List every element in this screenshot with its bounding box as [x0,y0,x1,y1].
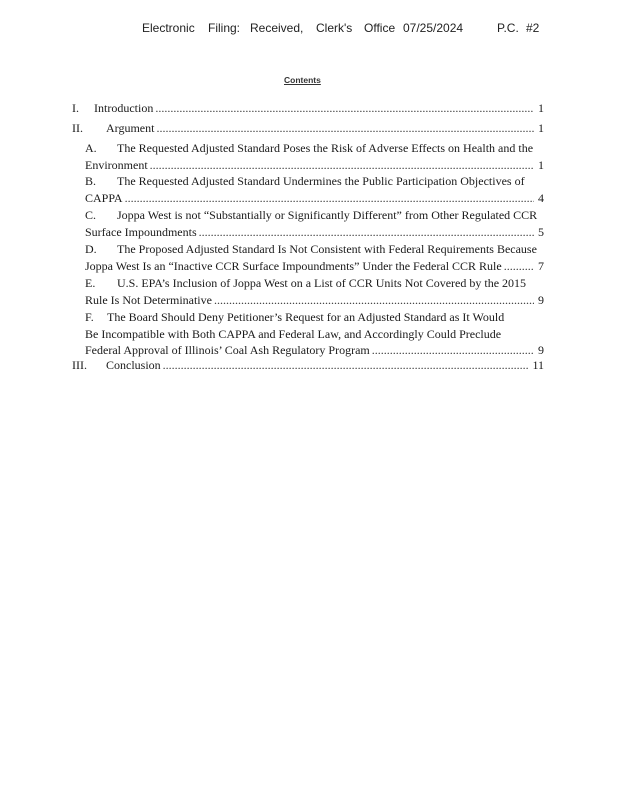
toc-leader-dots [163,357,529,374]
toc-entry-c[interactable] [85,207,544,240]
toc-leader-dots [214,292,534,309]
toc-entry-number: II. [72,121,83,135]
toc-page-number: 9 [538,292,544,307]
filing-stamp-clerks: Clerk's [316,21,353,35]
toc-entry-f[interactable] [85,309,544,359]
toc-entry-title-line: Be Incompatible with Both CAPPA and Federal Law, and Accordingly Could Preclude [85,326,502,341]
toc-entry-number: I. [72,101,79,115]
toc-entry-title-line: The Requested Adjusted Standard Poses the Risk of Adverse Effects on Health and the [117,141,534,155]
filing-stamp-received: Received, [250,21,304,35]
toc-entry-d[interactable] [85,241,544,274]
contents-heading: Contents [284,75,321,85]
toc-entry-argument[interactable] [72,120,544,137]
toc-page-number: 11 [532,358,544,372]
filing-stamp-date: 07/25/2024 [403,21,464,35]
toc-page-number: 7 [538,258,544,273]
toc-entry-title-line: Rule Is Not Determinative [85,292,212,307]
toc-page-number: 1 [538,157,544,172]
toc-entry-title-line: Federal Approval of Illinois’ Coal Ash Regulatory Program [85,343,370,357]
toc-entry-number: B. [85,174,97,188]
toc-entry-title: Introduction [94,101,154,115]
toc-entry-title-line: CAPPA [85,190,123,205]
toc-page-number: 9 [538,343,544,357]
toc-entry-number: D. [85,242,97,256]
toc-entry-title: Conclusion [106,358,161,372]
toc-entry-title: Argument [106,121,155,135]
toc-entry-title-line: Joppa West Is an “Inactive CCR Surface Impoundments” Under the Federal CCR Rule [85,258,502,273]
toc-leader-dots [125,190,534,207]
toc-page-number: 4 [538,190,544,205]
toc-entry-title-line: The Requested Adjusted Standard Undermines the Public Participation Objectives of [117,174,525,188]
toc-leader-dots [155,100,534,117]
toc-entry-introduction[interactable] [72,100,544,117]
toc-entry-title-line: The Board Should Deny Petitioner’s Request for an Adjusted Standard as It Would [107,310,505,324]
toc-entry-title-line: Surface Impoundments [85,224,197,239]
toc-entry-b[interactable] [85,173,544,206]
filing-stamp-pc-label: P.C. [497,21,519,35]
filing-stamp [142,21,562,37]
toc-entry-number: E. [85,276,96,290]
toc-entry-number: III. [72,358,87,372]
filing-stamp-electronic: Electronic [142,21,195,35]
toc-entry-number: F. [85,310,94,324]
toc-entry-a[interactable] [85,140,544,173]
toc-entry-title-line: Environment [85,157,148,172]
toc-leader-dots [504,258,534,275]
toc-leader-dots [150,157,534,174]
toc-entry-e[interactable] [85,275,544,308]
toc-entry-title-line: U.S. EPA’s Inclusion of Joppa West on a List of CCR Units Not Covered by the 2015 [117,276,527,290]
toc-page-number: 5 [538,224,544,239]
toc-page-number: 1 [538,101,544,115]
toc-entry-number: A. [85,141,97,155]
toc-entry-title-line: Joppa West is not “Substantially or Significantly Different” from Other Regulated CCR [117,208,538,222]
toc-entry-title-line: The Proposed Adjusted Standard Is Not Consistent with Federal Requirements Because [117,242,537,256]
toc-page-number: 1 [538,121,544,135]
toc-leader-dots [156,120,534,137]
filing-stamp-office: Office [364,21,396,35]
toc-entry-number: C. [85,208,97,222]
toc-leader-dots [199,224,534,241]
filing-stamp-pc-number: #2 [526,21,540,35]
toc-entry-conclusion[interactable] [72,357,544,374]
filing-stamp-filing: Filing: [208,21,241,35]
